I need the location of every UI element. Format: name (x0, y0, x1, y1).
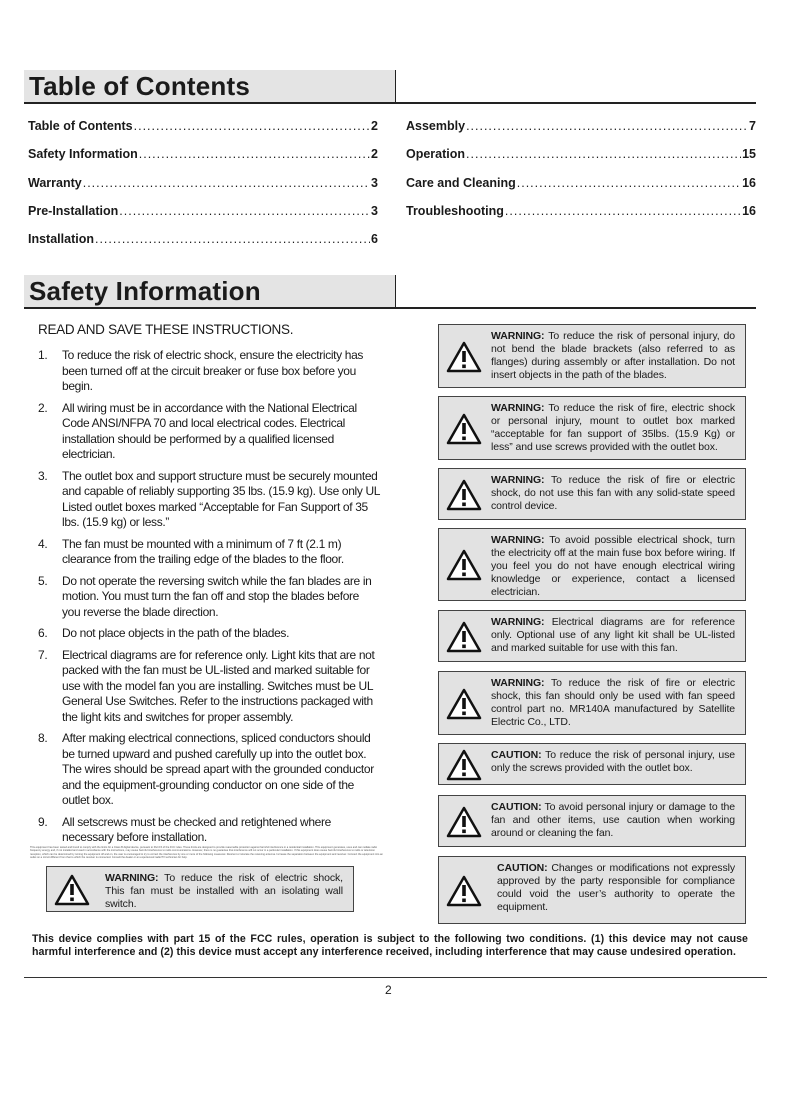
page-number: 2 (385, 983, 392, 997)
caution-box-screws: CAUTION: To reduce the risk of personal injury, use only the screws provided with the outlet box. (438, 743, 746, 785)
warning-triangle-icon (446, 621, 482, 653)
caution-box-damage: CAUTION: To avoid personal injury or damage to the fan and other items, use caution when working around or cleaning the fan. (438, 795, 746, 847)
header-divider (395, 70, 396, 104)
header-divider (395, 275, 396, 309)
list-item: 9. All setscrews must be checked and retightened where necessary before installation. (38, 814, 331, 844)
footer-rule (24, 977, 767, 978)
toc-entry-care-and-cleaning[interactable]: Care and Cleaning ..... 16 (406, 176, 756, 194)
warning-box-electrical-shock: WARNING: To avoid possible electrical shock, turn the electricity off at the main fuse box before wiring. If you feel you do not have enough electrical wiring knowledge or experience, contact a licensed electrician. (438, 528, 746, 601)
warning-box-speed-control: WARNING: To reduce the risk of fire or electric shock, this fan should only be used with fan speed control part no. MR140A manufactured by Satellite Electric Co., LTD. (438, 671, 746, 735)
toc-title: Table of Contents (29, 71, 251, 101)
toc-entry-installation[interactable]: Installation ..... 6 (28, 232, 378, 250)
toc-entry-warranty[interactable]: Warranty ..... 3 (28, 176, 378, 194)
warning-box-light-kit: WARNING: Electrical diagrams are for reference only. Optional use of any light kit shall be UL-listed and marked suitable for use with this fan. (438, 610, 746, 662)
toc-entry-assembly[interactable]: Assembly ..... 7 (406, 119, 756, 137)
toc-entry-operation[interactable]: Operation ..... 15 (406, 147, 756, 165)
fcc-compliance-statement: This device complies with part 15 of the FCC rules, operation is subject to the following two conditions. (1) this device may not cause harmful interference and (2) this device must accept any interference received, including interference that may cause undesired operation. (32, 933, 748, 958)
toc-entry-troubleshooting[interactable]: Troubleshooting ..... 16 (406, 204, 756, 222)
toc-section-header (24, 70, 756, 104)
fcc-fine-print: This equipment has been tested and found to comply with the limits for a Class B digital device, pursuant to Part 15 of the FCC rules. These limits are designed to provide reasonable protection against harmful interference in a residential installation. This equipment generates, uses and can radiate radio frequency energy and, if not installed and used in accordance with the instructions, may cause harmful interference to radio communications. However, there is no guarantee that interference will not occur in a particular installation. If this equipment does cause harmful interference to radio or television reception, which can be determined by turning the equipment off and on, the user is encouraged to try to correct the interference by one or more of the following measures: Reorient or relocate the receiving antenna. Increase the separation between the equipment and receiver. Connect the equipment into an outlet on a circuit different from that to which the receiver is connected. Consult the dealer or an experienced radio/TV technician for help. (30, 846, 383, 859)
warning-triangle-icon (446, 688, 482, 720)
caution-triangle-icon (446, 875, 482, 907)
warning-triangle-icon (54, 874, 90, 906)
caution-box-modifications: CAUTION: Changes or modifications not expressly approved by the party responsible for compliance could void the user’s authority to operate the equipment. (438, 856, 746, 924)
warning-box-outlet-box: WARNING: To reduce the risk of fire, electric shock or personal injury, mount to outlet box marked “acceptable for fan support of 35lbs. (15.9 Kg) or less” and use screws provided with the outlet box. (438, 396, 746, 460)
caution-triangle-icon (446, 806, 482, 838)
warning-box-isolating-switch: WARNING: To reduce the risk of electric shock, This fan must be installed with an isolating wall switch. (46, 866, 354, 912)
list-item: 3. The outlet box and support structure must be securely mounted and capable of reliably supporting 35 lbs. (15.9 kg). Use only UL Listed outlet boxes marked “Acceptable for Fan Support of 35 lbs. (15.9 kg) or less.” (38, 468, 380, 529)
warning-triangle-icon (446, 341, 482, 373)
caution-triangle-icon (446, 749, 482, 781)
safety-section-header (24, 275, 756, 309)
warning-triangle-icon (446, 413, 482, 445)
safety-title: Safety Information (29, 276, 261, 306)
warning-triangle-icon (446, 549, 482, 581)
list-item: 6. Do not place objects in the path of the blades. (38, 626, 290, 640)
warning-box-blade-brackets: WARNING: To reduce the risk of personal injury, do not bend the blade brackets (also referred to as flanges) during assembly or after installation. Do not insert objects in the path of the blades. (438, 324, 746, 388)
list-item: 2. All wiring must be in accordance with the National Electrical Code ANSI/NFPA 70 and local electrical codes. Electrical installation should be performed by a qualified licensed electrician. (38, 400, 357, 461)
warning-box-solid-state-control: WARNING: To reduce the risk of fire or electric shock, do not use this fan with any solid-state speed control device. (438, 468, 746, 520)
toc-entry-safety-information[interactable]: Safety Information ..... 2 (28, 147, 378, 165)
toc-entry-table-of-contents[interactable]: Table of Contents ..... 2 (28, 119, 378, 137)
read-save-heading: READ AND SAVE THESE INSTRUCTIONS. (38, 322, 294, 337)
warning-triangle-icon (446, 479, 482, 511)
list-item: 8. After making electrical connections, spliced conductors should be turned upward and pushed carefully up into the outlet box. The wires should be spread apart with the grounded conductor and the equipment-grounding conductor on one side of the outlet box. (38, 731, 374, 807)
toc-entry-pre-installation[interactable]: Pre-Installation ..... 3 (28, 204, 378, 222)
list-item: 5. Do not operate the reversing switch while the fan blades are in motion. You must turn the fan off and stop the blades before you reverse the blade direction. (38, 573, 372, 619)
safety-instructions-list (38, 348, 380, 852)
list-item: 1. To reduce the risk of electric shock, ensure the electricity has been turned off at the circuit breaker or fuse box before you begin. (38, 348, 364, 393)
list-item: 7. Electrical diagrams are for reference only. Light kits that are not packed with the fan must be UL-listed and marked suitable for use with the model fan you are installing. Switches must be UL General Use Switches. Refer to the instructions packaged with the light kits and switches for proper assembly. (38, 647, 375, 724)
list-item: 4. The fan must be mounted with a minimum of 7 ft (2.1 m) clearance from the trailing edge of the blades to the floor. (38, 536, 344, 566)
